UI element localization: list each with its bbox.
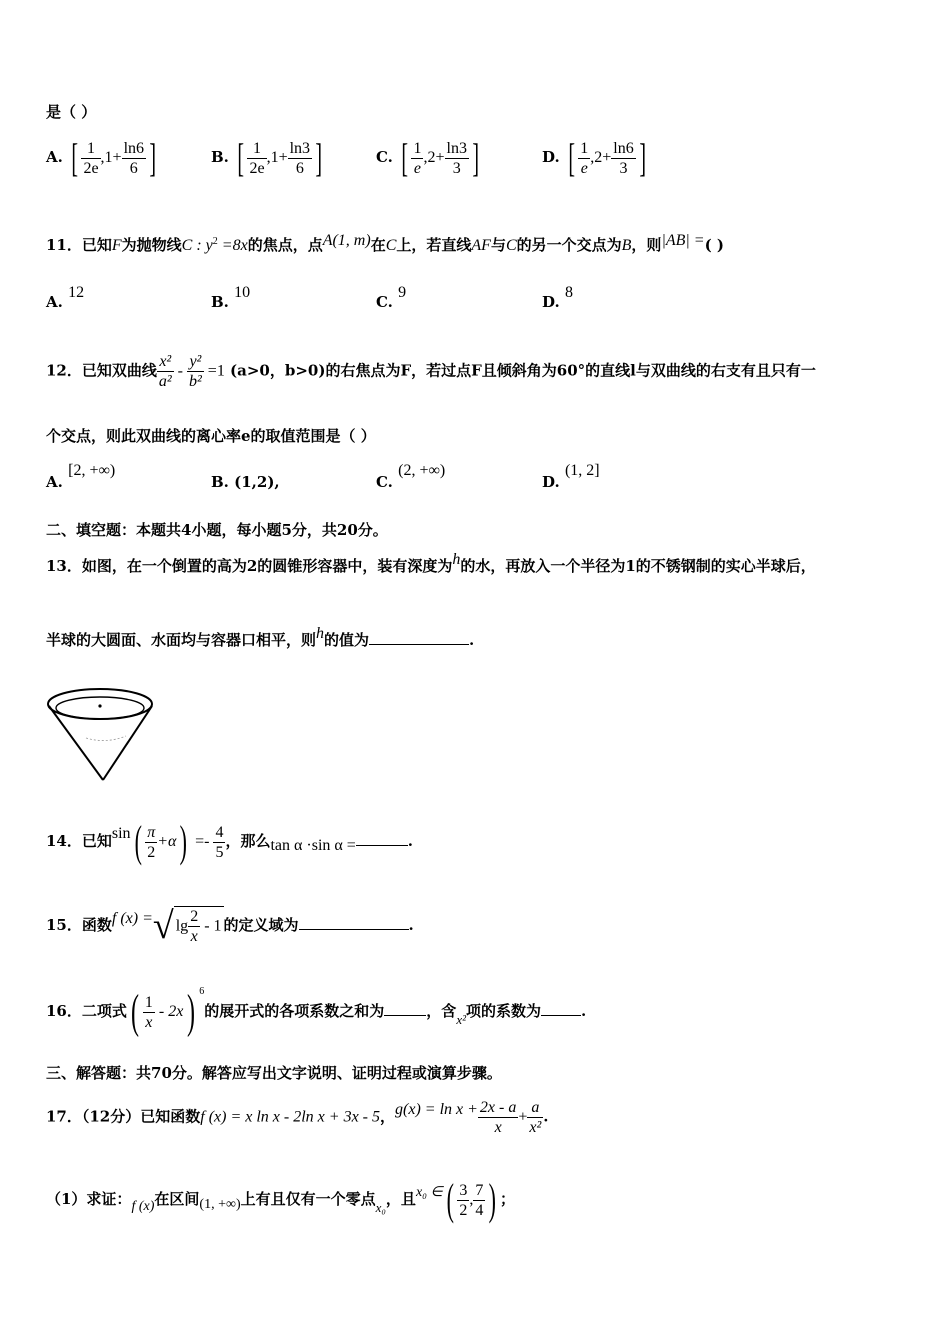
q15-stem: 15．函数f (x) =√ lg $\frac{2}{x}$ - 1 的定义域为 . bbox=[46, 905, 414, 947]
option-label: D. bbox=[542, 148, 560, 166]
fraction: $\frac{1}{2e}$ bbox=[249, 139, 265, 177]
section-3-heading: 三、解答题：共70分。解答应写出文字说明、证明过程或演算步骤。 bbox=[46, 1064, 502, 1082]
answer-blank bbox=[384, 1015, 426, 1016]
fraction: $\frac{1}{e}$ bbox=[413, 139, 422, 177]
q11-option-b: B. 10 bbox=[211, 284, 251, 311]
fraction: $\frac{\ln 3}{3}$ bbox=[446, 139, 467, 177]
q13-stem: 13．如图，在一个倒置的高为2的圆锥形容器中，装有深度为h的水，再放入一个半径为1的不锈钢制的实心半球后， bbox=[46, 551, 816, 575]
fraction: $\frac{\pi}{2}$ bbox=[147, 823, 156, 861]
q11-stem: 11．已知F为抛物线C : $y^2 =8x$的焦点，点A(1, m)在C上，若直线AF与C的另一个交点为B，则|AB| =( ) bbox=[46, 232, 724, 254]
q12-option-a: A. [2, +∞) bbox=[46, 462, 116, 491]
q11-option-d: D. 8 bbox=[542, 284, 573, 311]
q10-tail: 是（ ） bbox=[46, 103, 97, 121]
answer-blank bbox=[299, 929, 409, 930]
q16-stem: 16．二项式( $\frac{1}{x}$ - 2x) $^6$的展开式的各项系数之和为 ，含x²项的系数为 . bbox=[46, 985, 587, 1038]
fraction: $\frac{1}{e}$ bbox=[580, 139, 589, 177]
answer-blank bbox=[541, 1015, 581, 1016]
q10-option-c: C. [ $\frac{1}{e}$ ,2+ $\frac{\ln 3}{3}$ ] bbox=[376, 135, 479, 180]
q10-option-b: B. [ $\frac{1}{2e}$ ,1+ $\frac{\ln 3}{6}$ ] bbox=[211, 135, 323, 180]
option-label: C. bbox=[376, 148, 393, 166]
fraction: $\frac{4}{5}$ bbox=[215, 823, 224, 861]
fraction: $\frac{2x - a}{x}$ bbox=[479, 1099, 517, 1136]
q12-option-c: C. (2, +∞) bbox=[376, 462, 446, 491]
q12-stem-line2: 个交点，则此双曲线的离心率e的取值范围是（ ） bbox=[46, 427, 376, 445]
fraction: $\frac{\ln 6}{6}$ bbox=[123, 139, 145, 177]
cone-figure bbox=[46, 688, 158, 784]
fraction: $\frac{a}{\text{x²}}$ bbox=[529, 1099, 542, 1136]
q14-stem: 14．已知sin( $\frac{\pi}{2}$ +α) =- $\frac{4}{5}$ ，那么tan α ·sin α = . bbox=[46, 817, 414, 866]
section-2-heading: 二、填空题：本题共4小题，每小题5分，共20分。 bbox=[46, 521, 388, 539]
q17-part1: （1）求证：f (x)在区间(1, +∞)上有且仅有一个零点x₀，且x₀ ∈( $\frac{3}{2}$ , $\frac{7}{4}$ ) ； bbox=[46, 1175, 516, 1224]
answer-blank bbox=[356, 845, 408, 846]
q17-stem: 17．（12分）已知函数f (x) = x ln x - 2ln x + 3x - 5，g(x) = ln x + $\frac{2x - a}{x}$ + $\frac{a}{\text{x²}}$ . bbox=[46, 1099, 549, 1136]
fraction: $\frac{1}{2e}$ bbox=[83, 139, 99, 177]
option-label: B. bbox=[211, 148, 229, 166]
option-label: A. bbox=[46, 148, 63, 166]
answer-blank bbox=[369, 644, 469, 645]
q10-option-d: D. [ $\frac{1}{e}$ ,2+ $\frac{\ln 6}{3}$ ] bbox=[542, 135, 646, 180]
fraction: $\frac{7}{4}$ bbox=[475, 1181, 484, 1219]
fraction: $\frac{\text{x²}}{\text{a²}}$ bbox=[158, 353, 172, 390]
fraction: $\frac{\ln 6}{3}$ bbox=[613, 139, 634, 177]
fraction: $\frac{1}{x}$ bbox=[144, 993, 153, 1031]
q10-option-a: A. [ $\frac{1}{2e}$ ,1+ $\frac{\ln 6}{6}$ ] bbox=[46, 135, 157, 180]
q12-option-d: D. (1, 2] bbox=[542, 462, 600, 491]
fraction: $\frac{\ln 3}{6}$ bbox=[289, 139, 311, 177]
q12-option-b: B. (1,2), bbox=[211, 473, 280, 491]
fraction: $\frac{2}{x}$ bbox=[190, 908, 199, 945]
fraction: $\frac{3}{2}$ bbox=[459, 1181, 468, 1219]
q12-stem: 12．已知双曲线 $\frac{\text{x²}}{\text{a²}}$ - $\frac{\text{y²}}{\text{b²}}$ =1 (a>0，b>0)的右焦点为F，若过点F且倾斜角为60°的直线l与双曲线的右支有且只有一 bbox=[46, 353, 816, 390]
q11-option-c: C. 9 bbox=[376, 284, 407, 311]
q13-stem-line2: 半球的大圆面、水面均与容器口相平，则h的值为 . bbox=[46, 625, 475, 649]
fraction: $\frac{\text{y²}}{\text{b²}}$ bbox=[189, 353, 202, 390]
q11-option-a: A. 12 bbox=[46, 284, 85, 311]
